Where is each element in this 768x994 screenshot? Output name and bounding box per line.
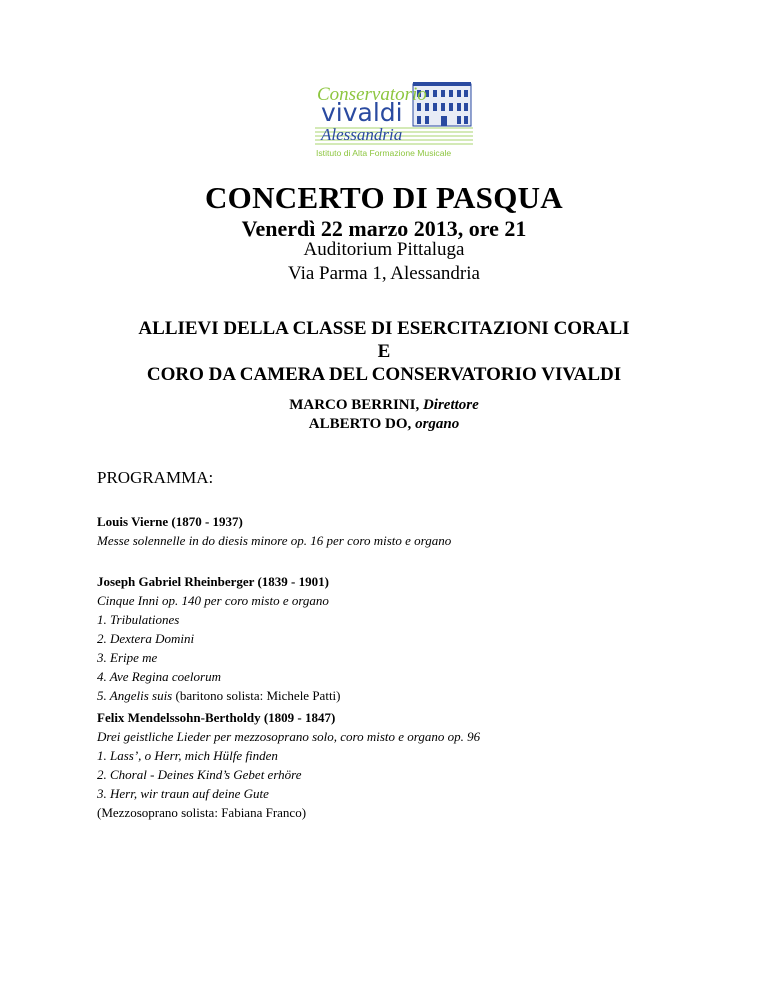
logo-word-alessandria: Alessandria bbox=[321, 125, 403, 144]
logo-subtitle: Istituto di Alta Formazione Musicale bbox=[316, 148, 452, 158]
logo-word-conservatorio: Conservatorio bbox=[317, 84, 427, 105]
performers-line-1: ALLIEVI DELLA CLASSE DI ESERCITAZIONI CORALI bbox=[138, 318, 630, 339]
program-piece-2 bbox=[97, 572, 341, 705]
directors-block bbox=[0, 396, 768, 434]
movement-item: 1. Tribulationes bbox=[97, 612, 180, 627]
conservatorio-logo bbox=[313, 78, 475, 160]
movement-item: 3. Eripe me bbox=[97, 650, 158, 665]
director-name: MARCO BERRINI, bbox=[289, 397, 420, 413]
organist-name: ALBERTO DO, bbox=[308, 416, 412, 432]
movement-item: 2. Dextera Domini bbox=[97, 631, 195, 646]
composer-name: Felix Mendelssohn-Bertholdy (1809 - 1847) bbox=[97, 710, 336, 725]
logo-word-vivaldi: vivaldi bbox=[321, 98, 403, 127]
performers-block bbox=[0, 317, 768, 386]
composer-name: Louis Vierne (1870 - 1937) bbox=[97, 514, 243, 529]
composer-name: Joseph Gabriel Rheinberger (1839 - 1901) bbox=[97, 574, 329, 589]
organist-line bbox=[0, 415, 768, 434]
venue-address: Via Parma 1, Alessandria bbox=[288, 263, 480, 284]
performers-line-2: E bbox=[377, 341, 391, 362]
movement-item: 1. Lass’, o Herr, mich Hülfe finden bbox=[97, 748, 278, 763]
program-piece-1 bbox=[97, 512, 451, 550]
program-label: PROGRAMMA: bbox=[97, 468, 214, 487]
performers-line-3: CORO DA CAMERA DEL CONSERVATORIO VIVALDI bbox=[146, 364, 622, 385]
work-title: Drei geistliche Lieder per mezzosoprano solo, coro misto e organo op. 96 bbox=[97, 729, 481, 744]
work-title: Cinque Inni op. 140 per coro misto e organo bbox=[97, 593, 329, 608]
movement-item-with-note bbox=[97, 686, 341, 705]
venue-name: Auditorium Pittaluga bbox=[303, 239, 465, 260]
movement-item: 3. Herr, wir traun auf deine Gute bbox=[97, 786, 269, 801]
director-line bbox=[0, 396, 768, 415]
venue-block bbox=[0, 238, 768, 286]
organist-role: organo bbox=[415, 416, 460, 432]
movement-item: 2. Choral - Deines Kind’s Gebet erhöre bbox=[97, 767, 302, 782]
movement-item: 5. Angelis suis bbox=[97, 688, 173, 703]
soloist-note: (baritono solista: Michele Patti) bbox=[175, 688, 341, 703]
program-piece-3 bbox=[97, 708, 480, 822]
concert-title: CONCERTO DI PASQUA bbox=[205, 180, 563, 215]
logo-graphic bbox=[313, 78, 475, 160]
movement-item: 4. Ave Regina coelorum bbox=[97, 669, 221, 684]
concert-date: Venerdì 22 marzo 2013, ore 21 bbox=[241, 216, 527, 241]
work-title: Messe solennelle in do diesis minore op. 16 per coro misto e organo bbox=[97, 533, 452, 548]
director-role: Direttore bbox=[422, 397, 479, 413]
soloist-note: (Mezzosoprano solista: Fabiana Franco) bbox=[97, 805, 307, 820]
